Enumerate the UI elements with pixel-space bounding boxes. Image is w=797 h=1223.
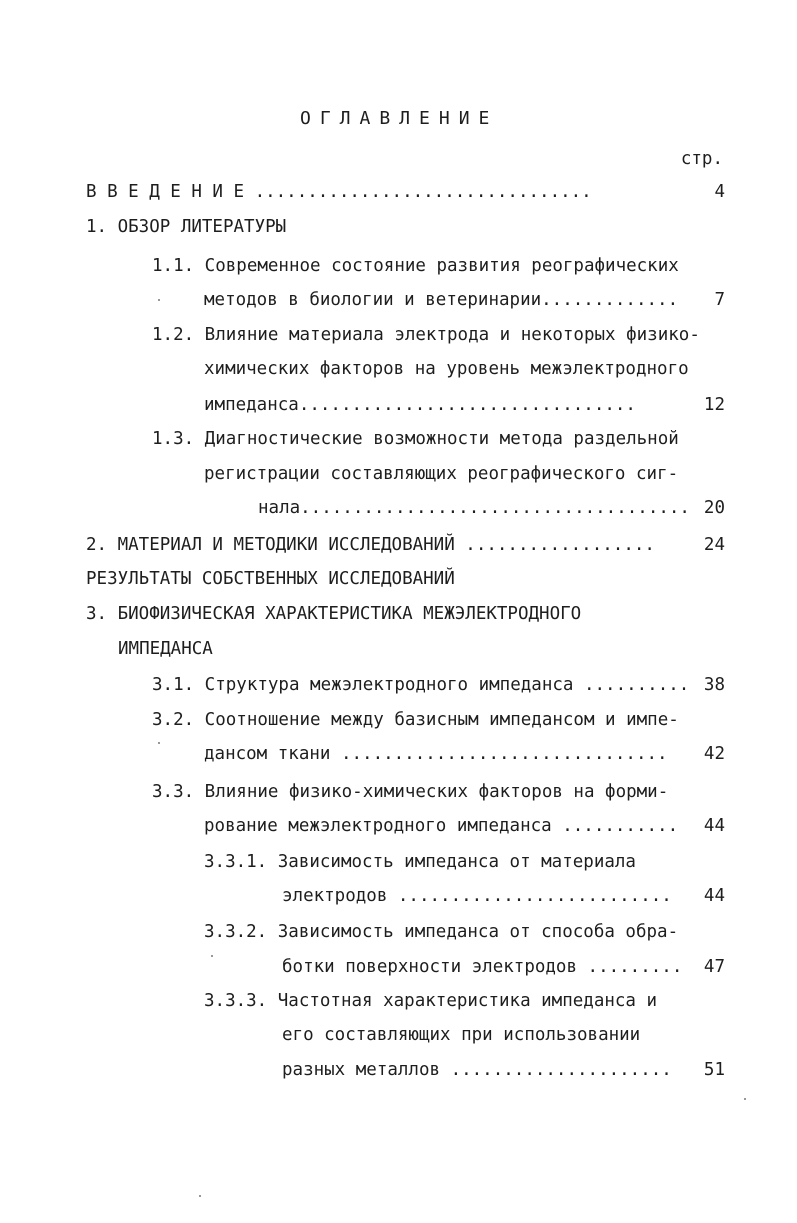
toc-line-3-3-3: 3.3.3. Частотная характеристика импеданса и xyxy=(204,991,658,1011)
scan-speck xyxy=(158,742,160,744)
toc-line-3-3-cont: рование межэлектродного импеданса ........... xyxy=(204,816,679,836)
toc-line-3-3-3-cont2: разных металлов ..................... xyxy=(282,1060,672,1080)
toc-line-section-3-cont: ИМПЕДАНСА xyxy=(118,639,213,659)
toc-line-3-3-3-cont: его составляющих при использовании xyxy=(282,1025,641,1045)
toc-line-3-1: 3.1. Структура межэлектродного импеданса .......... xyxy=(152,675,690,695)
page-number: 20 xyxy=(703,498,725,518)
toc-line-1-2-cont: химических факторов на уровень межэлектродного xyxy=(204,359,689,379)
toc-line-1-3-cont: регистрации составляющих реографического сиг- xyxy=(204,464,679,484)
toc-line-1-2: 1.2. Влияние материала электрода и некоторых физико- xyxy=(152,325,700,345)
scan-speck xyxy=(158,299,160,301)
toc-line-section-2: 2. МАТЕРИАЛ И МЕТОДИКИ ИССЛЕДОВАНИЙ .................. xyxy=(86,535,655,555)
page-number: 12 xyxy=(703,395,725,415)
toc-line-3-2: 3.2. Соотношение между базисным импедансом и импе- xyxy=(152,710,679,730)
page-number: 47 xyxy=(703,957,725,977)
page-column-label: стр. xyxy=(680,149,723,169)
toc-line-1-3: 1.3. Диагностические возможности метода раздельной xyxy=(152,429,679,449)
toc-line-3-3-2-cont: ботки поверхности электродов ......... xyxy=(282,957,683,977)
toc-line-3-3-2: 3.3.2. Зависимость импеданса от способа обра- xyxy=(204,922,679,942)
toc-title: ОГЛАВЛЕНИЕ xyxy=(300,108,499,129)
page-number: 42 xyxy=(703,744,725,764)
toc-line-section-3: 3. БИОФИЗИЧЕСКАЯ ХАРАКТЕРИСТИКА МЕЖЭЛЕКТРОДНОГО xyxy=(86,604,582,624)
toc-line-results: РЕЗУЛЬТАТЫ СОБСТВЕННЫХ ИССЛЕДОВАНИЙ xyxy=(86,569,455,589)
toc-line-introduction: В В Е Д Е Н И Е ................................ xyxy=(86,182,592,202)
page-number: 44 xyxy=(703,816,725,836)
toc-line-section-1: 1. ОБЗОР ЛИТЕРАТУРЫ xyxy=(86,217,287,237)
page-number: 44 xyxy=(703,886,725,906)
toc-line-1-3-cont2: нала..................................... xyxy=(258,498,690,518)
page-number: 4 xyxy=(714,182,725,202)
toc-line-3-3-1: 3.3.1. Зависимость импеданса от материала xyxy=(204,852,636,872)
page-number: 51 xyxy=(703,1060,725,1080)
scan-speck xyxy=(211,955,213,957)
page-number: 38 xyxy=(703,675,725,695)
toc-line-3-3: 3.3. Влияние физико-химических факторов на форми- xyxy=(152,782,669,802)
scan-speck xyxy=(199,1195,201,1197)
scan-speck xyxy=(744,1098,746,1100)
page-number: 24 xyxy=(703,535,725,555)
toc-line-1-2-cont2: импеданса................................ xyxy=(204,395,636,415)
toc-line-3-2-cont: дансом ткани ............................... xyxy=(204,744,668,764)
toc-line-3-3-1-cont: электродов .......................... xyxy=(282,886,672,906)
page-number: 7 xyxy=(714,290,725,310)
toc-line-1-1: 1.1. Современное состояние развития реографических xyxy=(152,256,679,276)
toc-line-1-1-cont: методов в биологии и ветеринарии............. xyxy=(204,290,679,310)
